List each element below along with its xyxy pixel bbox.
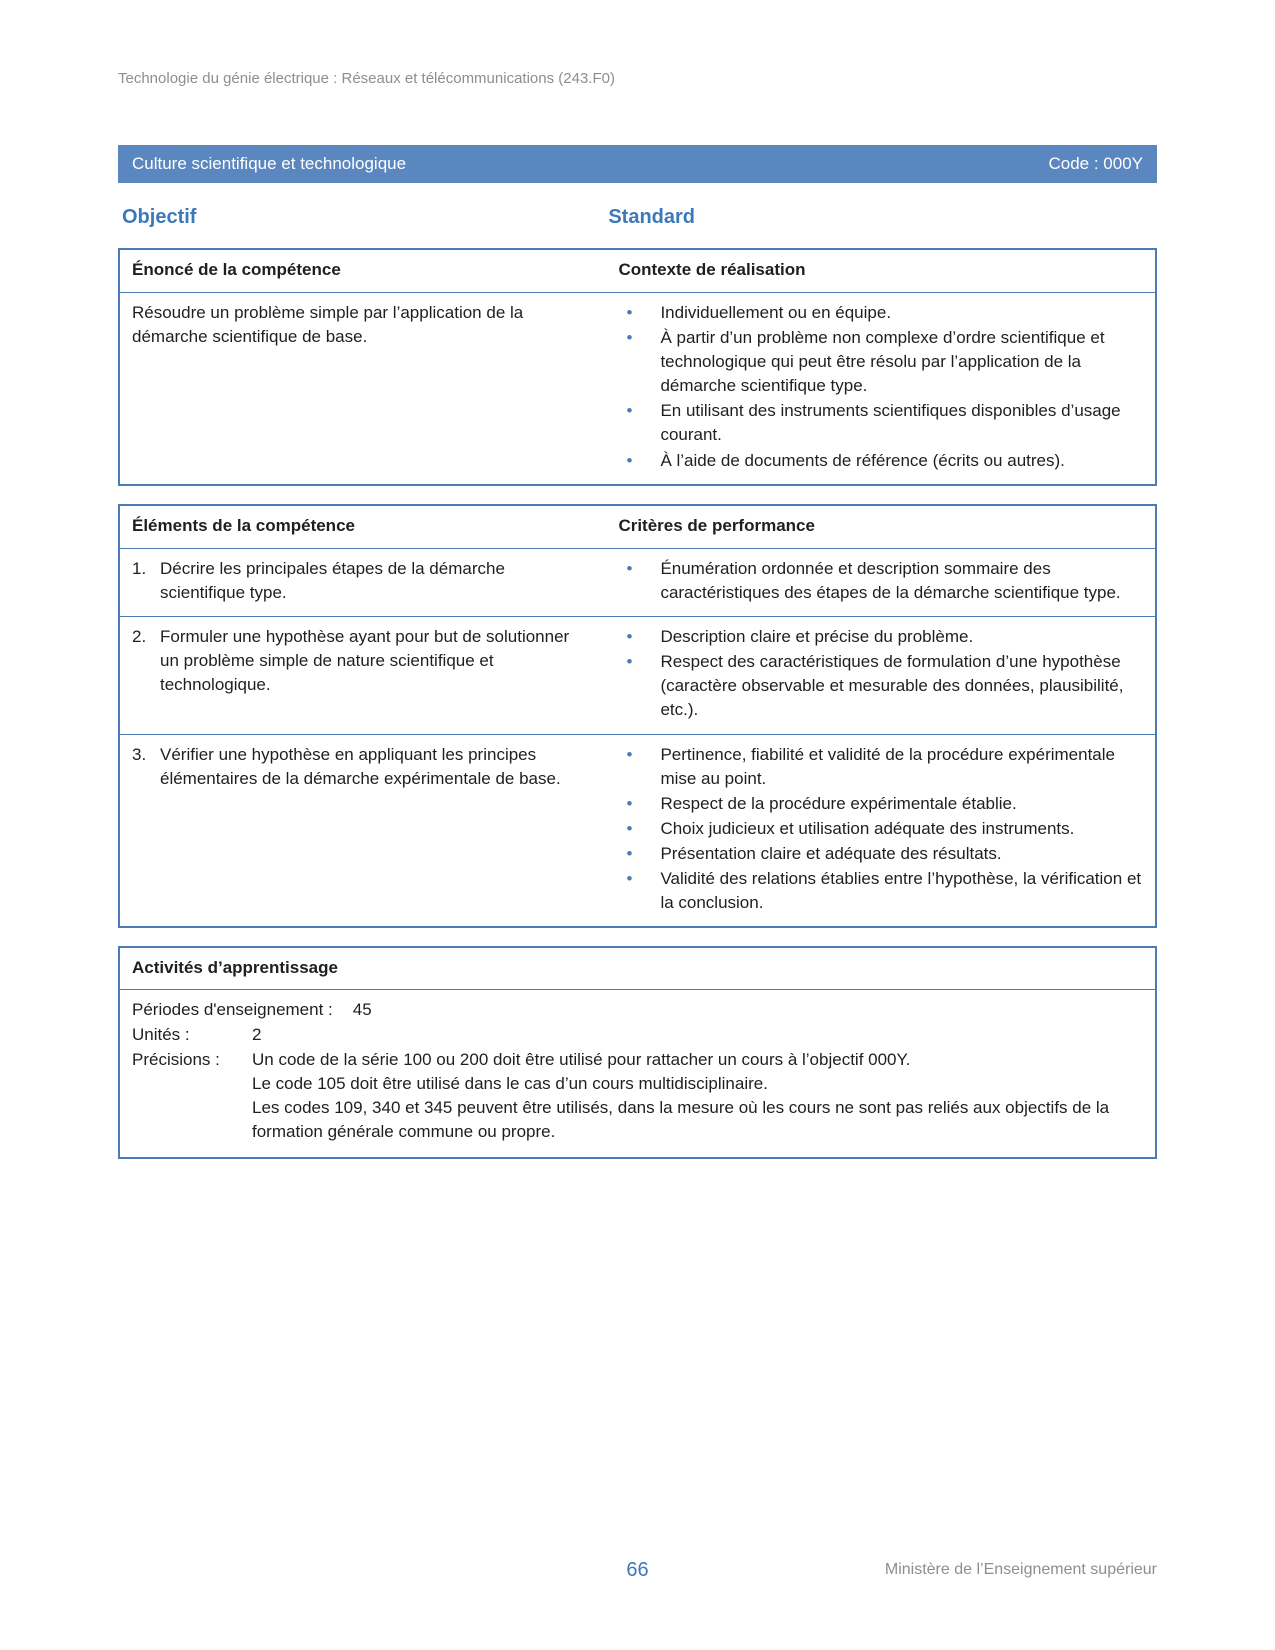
- page-number: 66: [626, 1559, 649, 1581]
- criteria-bullet-list: [608, 625, 1143, 723]
- element-cell: [120, 735, 606, 927]
- criteria-cell: [606, 549, 1155, 616]
- activities-header: Activités d’apprentissage: [120, 948, 1155, 989]
- realisation-context: [606, 293, 1155, 484]
- bullet-item: • Respect de la procédure expérimentale établie.: [608, 792, 1143, 816]
- elements-table-header: [120, 506, 1155, 549]
- bullet-item: • Respect des caractéristiques de formulation d’une hypothèse (caractère observable et mesurable des données, plausibilité, etc.).: [608, 650, 1143, 722]
- criteria-cell: [606, 735, 1155, 927]
- bullet-item: • Présentation claire et adéquate des résultats.: [608, 842, 1143, 866]
- bullet-item: • Validité des relations établies entre l’hypothèse, la vérification et la conclusion.: [608, 867, 1143, 915]
- precisions-line: Les codes 109, 340 et 345 peuvent être utilisés, dans la mesure où les cours ne sont pas reliés aux objectifs de la formation générale commune ou propre.: [252, 1098, 1110, 1142]
- banner-title: Culture scientifique et technologique: [132, 154, 407, 174]
- numbered-item: [132, 743, 588, 791]
- precisions-text: [252, 1048, 1143, 1145]
- page-footer: [118, 1556, 1157, 1584]
- element-cell: [120, 617, 606, 734]
- item-number: 3.: [132, 744, 147, 764]
- criteria-bullet-list: [608, 557, 1143, 605]
- item-number: 1.: [132, 558, 147, 578]
- activities-body: [120, 990, 1155, 1158]
- periods-value: 45: [352, 999, 372, 1019]
- bullet-item: • À l’aide de documents de référence (écrits ou autres).: [608, 449, 1143, 473]
- banner-code: Code : 000Y: [1048, 154, 1143, 174]
- table-row: [120, 616, 1155, 734]
- ministry-label: Ministère de l’Enseignement supérieur: [884, 1561, 1157, 1578]
- criteria-cell: [606, 617, 1155, 734]
- precisions-row: [132, 1048, 1143, 1145]
- context-bullet-list: [608, 301, 1143, 473]
- standard-heading: Standard: [608, 206, 696, 229]
- units-row: [132, 1023, 1143, 1047]
- precisions-label: Précisions :: [132, 1049, 220, 1069]
- bullet-item: • Individuellement ou en équipe.: [608, 301, 1143, 325]
- elements-header-right: Critères de performance: [618, 515, 815, 535]
- criteria-bullet-list: [608, 743, 1143, 916]
- competence-header-right: Contexte de réalisation: [618, 259, 806, 279]
- table-row: [120, 734, 1155, 927]
- precisions-line: Un code de la série 100 ou 200 doit être utilisé pour rattacher un cours à l’objectif 000Y.: [252, 1049, 911, 1069]
- competence-table-header: [120, 250, 1155, 293]
- bullet-item: • Description claire et précise du problème.: [608, 625, 1143, 649]
- bullet-item: • Pertinence, fiabilité et validité de la procédure expérimentale mise au point.: [608, 743, 1143, 791]
- periods-row: [132, 998, 1143, 1022]
- item-text: Vérifier une hypothèse en appliquant les principes élémentaires de la démarche expérimentale de base.: [160, 744, 561, 788]
- precisions-line: Le code 105 doit être utilisé dans le cas d’un cours multidisciplinaire.: [252, 1073, 768, 1093]
- item-text: Décrire les principales étapes de la démarche scientifique type.: [160, 558, 505, 602]
- competence-table: [118, 248, 1157, 486]
- units-value: 2: [252, 1024, 262, 1044]
- competence-header-left: Énoncé de la compétence: [132, 259, 341, 279]
- elements-table: [118, 504, 1157, 929]
- table-row: [120, 549, 1155, 616]
- bullet-item: • En utilisant des instruments scientifiques disponibles d’usage courant.: [608, 399, 1143, 447]
- column-headings: [118, 203, 1157, 231]
- numbered-item: [132, 625, 588, 697]
- running-header: Technologie du génie électrique : Réseaux et télécommunications (243.F0): [118, 70, 615, 87]
- item-text: Formuler une hypothèse ayant pour but de solutionner un problème simple de nature scientifique et technologique.: [160, 627, 570, 695]
- bullet-item: • Choix judicieux et utilisation adéquate des instruments.: [608, 817, 1143, 841]
- objectif-heading: Objectif: [122, 206, 197, 229]
- item-number: 2.: [132, 627, 147, 647]
- bullet-item: • Énumération ordonnée et description sommaire des caractéristiques des étapes de la démarche scientifique type.: [608, 557, 1143, 605]
- periods-label: Périodes d'enseignement :: [132, 999, 333, 1019]
- competence-table-body: [120, 293, 1155, 484]
- activities-table: [118, 946, 1157, 1159]
- element-cell: [120, 549, 606, 616]
- numbered-item: [132, 557, 588, 605]
- units-label: Unités :: [132, 1024, 190, 1044]
- section-banner: [118, 145, 1157, 183]
- competence-statement: Résoudre un problème simple par l’application de la démarche scientifique de base.: [132, 302, 524, 346]
- bullet-item: • À partir d’un problème non complexe d’ordre scientifique et technologique qui peut être résolu par l’application de la démarche scientifique type.: [608, 326, 1143, 398]
- elements-header-left: Éléments de la compétence: [132, 515, 355, 535]
